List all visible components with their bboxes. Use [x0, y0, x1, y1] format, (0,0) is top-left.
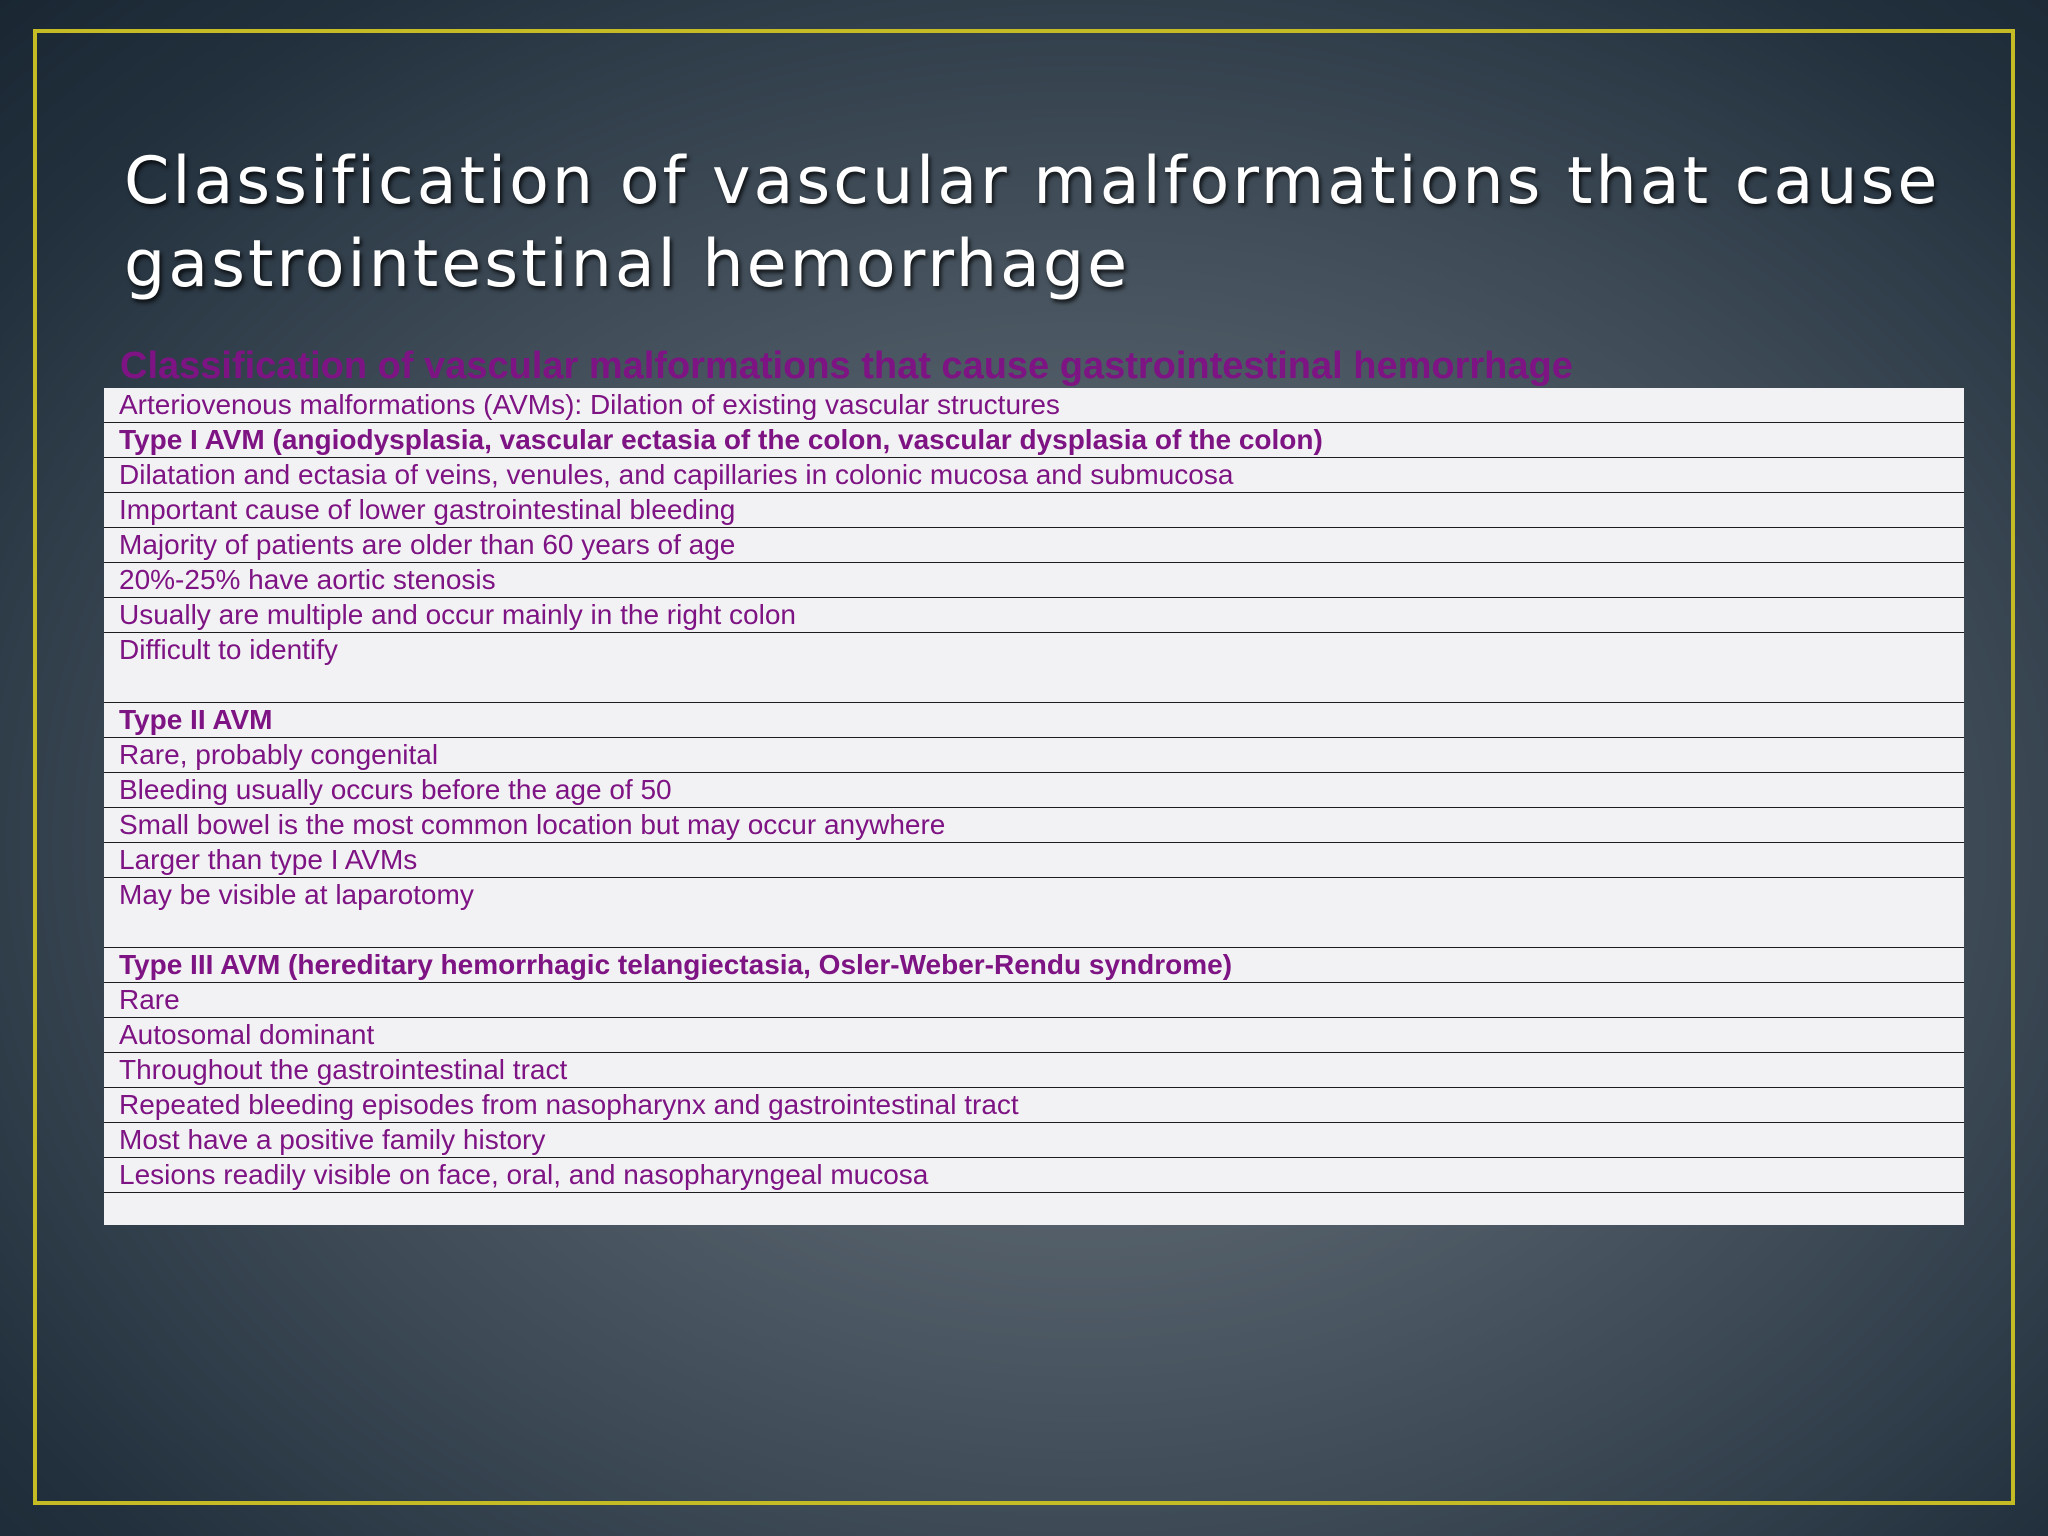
table-cell: Dilatation and ectasia of veins, venules, and capillaries in colonic mucosa and submucosa: [104, 458, 1964, 493]
table-cell: Bleeding usually occurs before the age of 50: [104, 773, 1964, 808]
table-cell: Repeated bleeding episodes from nasopharynx and gastrointestinal tract: [104, 1088, 1964, 1123]
table-row: [104, 983, 1964, 1018]
table-row: [104, 1053, 1964, 1088]
classification-table-container: [104, 388, 1964, 1225]
table-cell: Majority of patients are older than 60 years of age: [104, 528, 1964, 563]
classification-table-body: [104, 388, 1964, 1225]
table-cell: Most have a positive family history: [104, 1123, 1964, 1158]
table-row: [104, 773, 1964, 808]
table-section-header-row: [104, 703, 1964, 738]
table-row: [104, 1018, 1964, 1053]
table-row: [104, 878, 1964, 948]
table-row: [104, 493, 1964, 528]
table-row: [104, 1193, 1964, 1226]
table-cell: Lesions readily visible on face, oral, and nasopharyngeal mucosa: [104, 1158, 1964, 1193]
table-cell: May be visible at laparotomy: [104, 878, 1964, 948]
table-row: [104, 808, 1964, 843]
table-row: [104, 458, 1964, 493]
table-cell: Important cause of lower gastrointestinal bleeding: [104, 493, 1964, 528]
table-cell: Throughout the gastrointestinal tract: [104, 1053, 1964, 1088]
table-cell: Type I AVM (angiodysplasia, vascular ectasia of the colon, vascular dysplasia of the colon): [104, 423, 1964, 458]
table-section-header-row: [104, 423, 1964, 458]
classification-table: [104, 388, 1964, 1225]
table-cell: Rare, probably congenital: [104, 738, 1964, 773]
table-cell: 20%-25% have aortic stenosis: [104, 563, 1964, 598]
table-row: [104, 388, 1964, 423]
table-cell: [104, 1193, 1964, 1226]
table-cell: Autosomal dominant: [104, 1018, 1964, 1053]
table-cell: Arteriovenous malformations (AVMs): Dilation of existing vascular structures: [104, 388, 1964, 423]
table-cell: Small bowel is the most common location but may occur anywhere: [104, 808, 1964, 843]
table-cell: Usually are multiple and occur mainly in the right colon: [104, 598, 1964, 633]
table-row: [104, 528, 1964, 563]
table-cell: Rare: [104, 983, 1964, 1018]
table-row: [104, 738, 1964, 773]
table-cell: Type II AVM: [104, 703, 1964, 738]
table-row: [104, 633, 1964, 703]
table-cell: Larger than type I AVMs: [104, 843, 1964, 878]
table-section-header-row: [104, 948, 1964, 983]
table-row: [104, 843, 1964, 878]
table-row: [104, 598, 1964, 633]
slide-title: Classification of vascular malformations that cause gastrointestinal hemorrhage: [124, 144, 1941, 302]
table-row: [104, 1158, 1964, 1193]
table-cell: Type III AVM (hereditary hemorrhagic telangiectasia, Osler-Weber-Rendu syndrome): [104, 948, 1964, 983]
table-caption: Classification of vascular malformations that cause gastrointestinal hemorrhage: [120, 345, 1573, 387]
table-row: [104, 1088, 1964, 1123]
table-cell: Difficult to identify: [104, 633, 1964, 703]
table-row: [104, 563, 1964, 598]
table-row: [104, 1123, 1964, 1158]
